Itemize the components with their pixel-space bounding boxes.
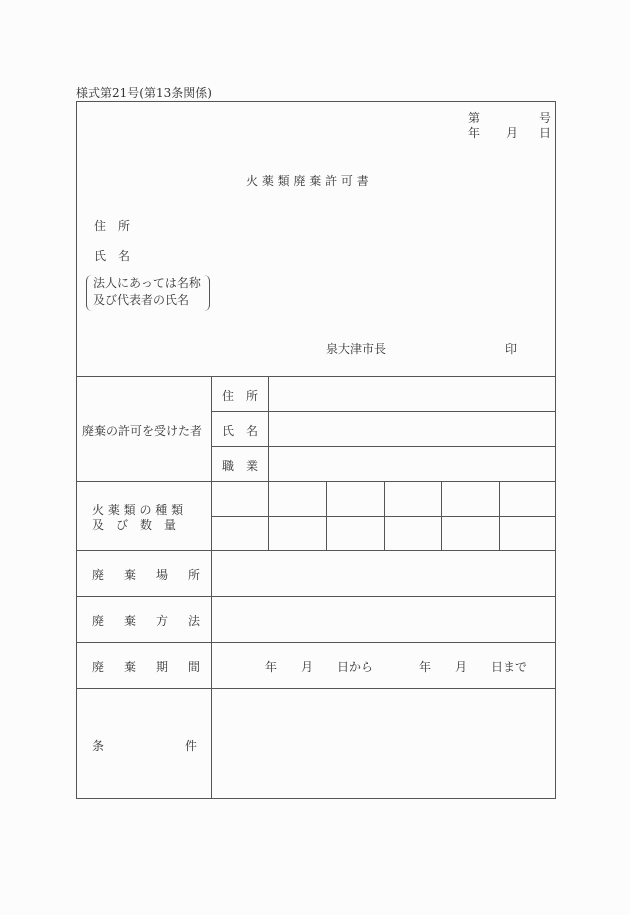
divider [76, 481, 556, 482]
holder-address-label: 住 所 [222, 389, 259, 403]
date-day: 日 [539, 126, 552, 140]
divider [76, 688, 556, 689]
divider [326, 481, 327, 550]
corp-note-line2: 及び代表者の氏名 [93, 293, 190, 307]
type-qty-line1: 火 薬 類 の 種 類 [92, 503, 184, 517]
period-to-day: 日まで [491, 660, 528, 674]
permit-holder-label: 廃棄の許可を受けた者 [82, 424, 203, 438]
seal-mark: 印 [505, 342, 518, 356]
divider [76, 376, 556, 377]
permit-form [76, 101, 556, 799]
form-label: 様式第21号(第13条関係) [76, 86, 212, 100]
applicant-address-label: 住 所 [94, 219, 131, 233]
number-go: 号 [539, 111, 552, 125]
type-qty-line2: 及 び 数 量 [92, 518, 177, 532]
divider [211, 446, 556, 447]
divider [76, 642, 556, 643]
holder-name-label: 氏 名 [222, 424, 259, 438]
date-year: 年 [468, 126, 481, 140]
applicant-name-label: 氏 名 [94, 249, 131, 263]
divider [384, 481, 385, 550]
divider [268, 376, 269, 550]
period-from-month: 月 [301, 660, 314, 674]
document-title: 火 薬 類 廃 棄 許 可 書 [246, 174, 369, 188]
method-label: 廃 棄 方 法 [92, 614, 205, 628]
divider [76, 596, 556, 597]
divider [441, 481, 442, 550]
divider [499, 481, 500, 550]
divider [211, 376, 212, 799]
conditions-char1: 条 [92, 739, 105, 753]
holder-occupation-label: 職 業 [222, 459, 259, 473]
corp-note-line1: 法人にあっては名称 [93, 276, 201, 290]
divider [76, 550, 556, 551]
number-dai: 第 [468, 111, 481, 125]
period-to-month: 月 [455, 660, 468, 674]
period-label: 廃 棄 期 間 [92, 660, 205, 674]
conditions-char2: 件 [185, 739, 198, 753]
period-from-day: 日から [337, 660, 374, 674]
period-to-year: 年 [419, 660, 432, 674]
place-label: 廃 棄 場 所 [92, 568, 205, 582]
divider [211, 411, 556, 412]
corp-note [86, 275, 210, 311]
date-month: 月 [506, 126, 519, 140]
issuer-name: 泉大津市長 [326, 342, 387, 356]
period-from-year: 年 [265, 660, 278, 674]
